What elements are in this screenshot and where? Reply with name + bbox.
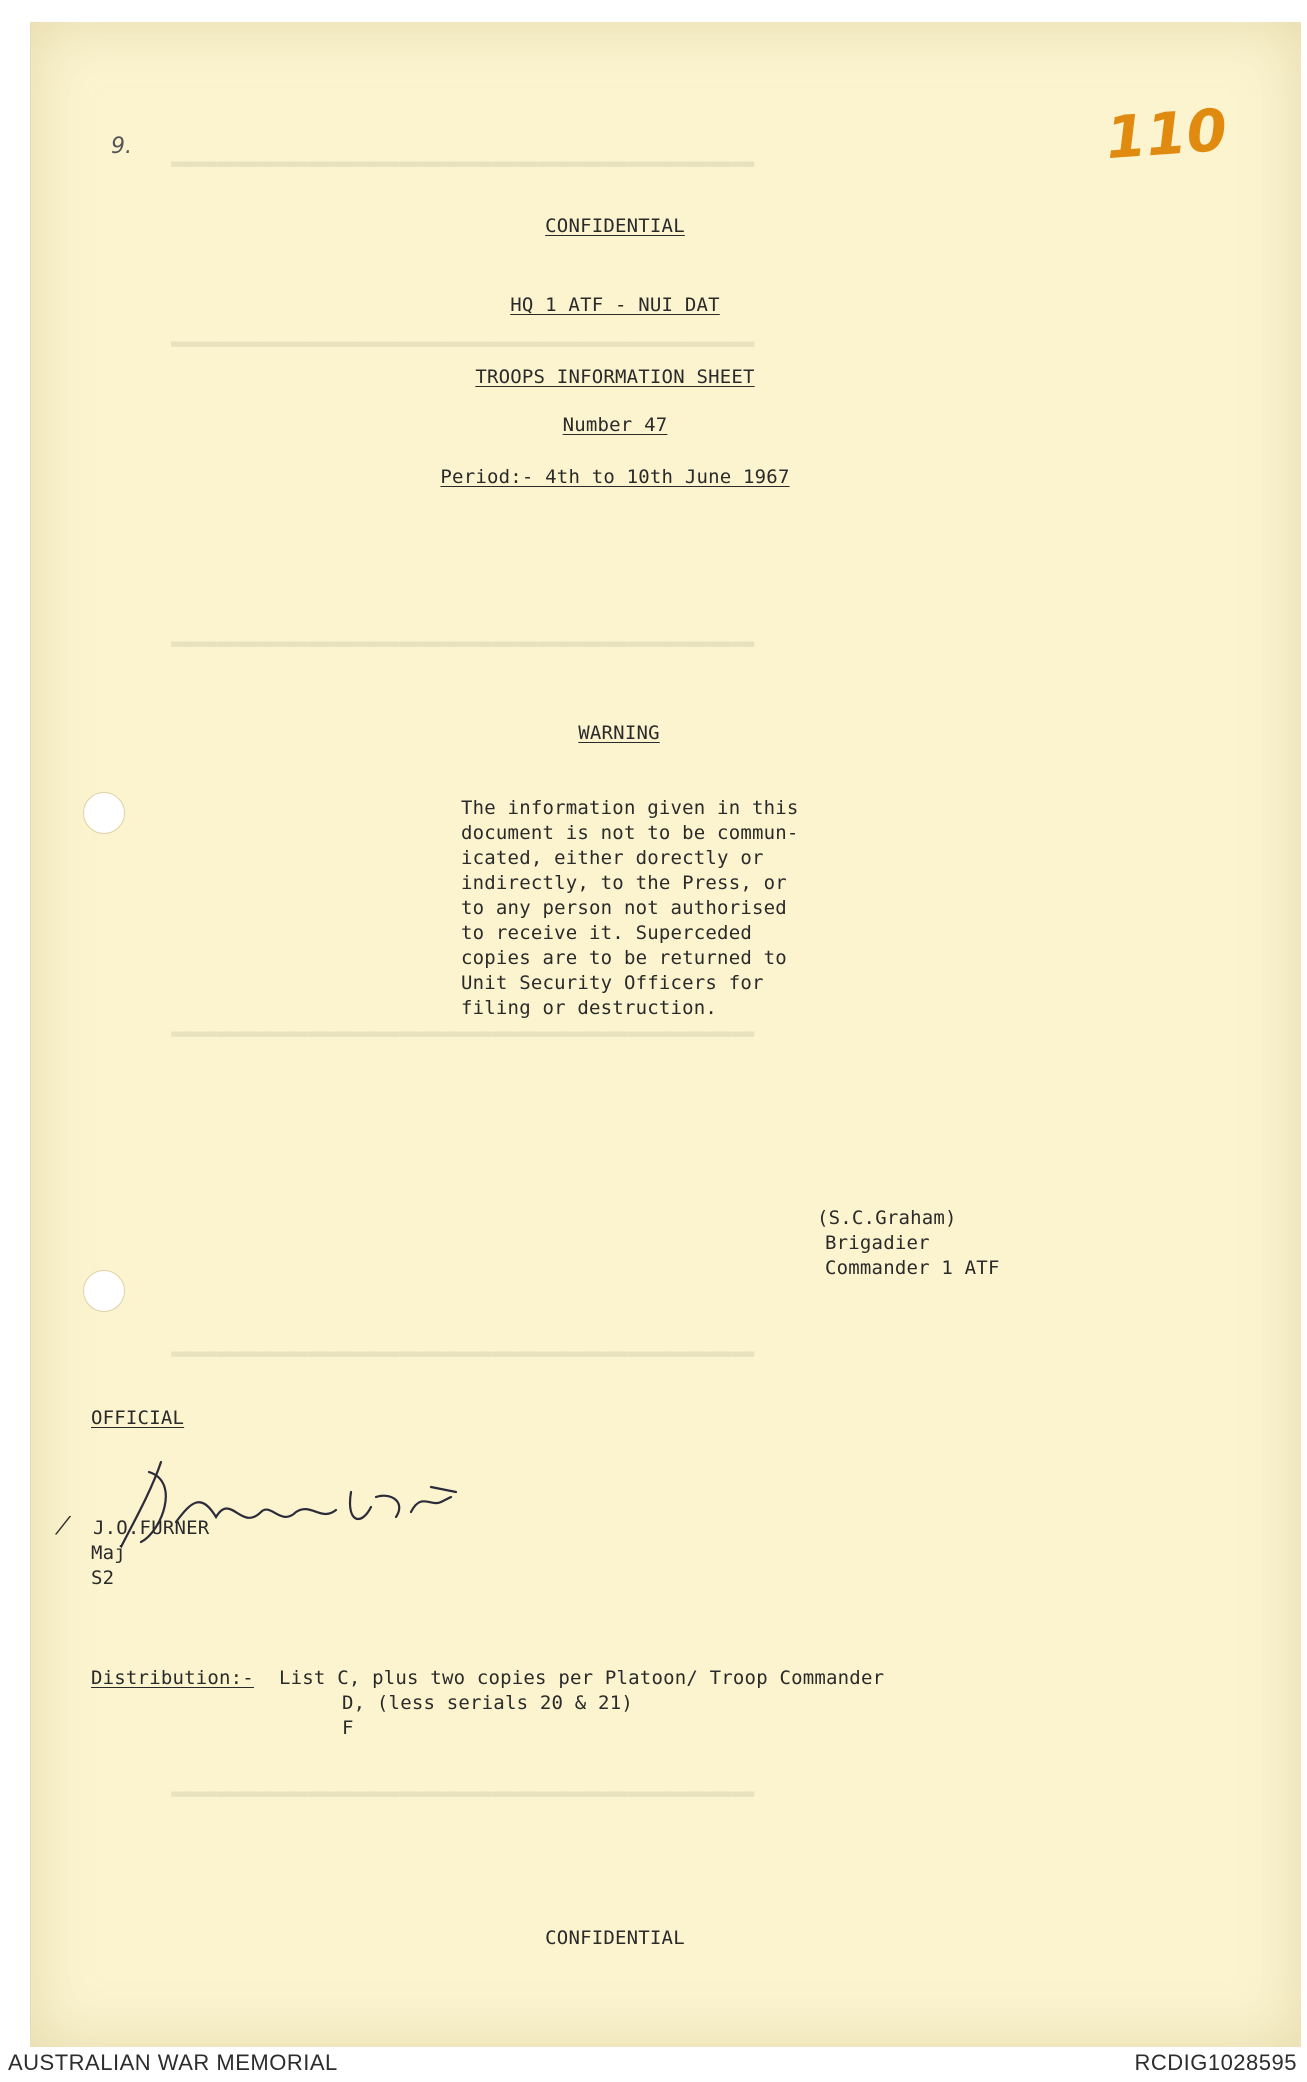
distribution-label: Distribution:- [91, 1667, 254, 1689]
distribution-line: F [342, 1717, 354, 1739]
official-label: OFFICIAL [91, 1407, 185, 1429]
sheet-period: Period:- 4th to 10th June 1967 [440, 466, 790, 488]
warning-line: icated, either dorectly or [461, 847, 764, 869]
archive-reference: RCDIG1028595 [1134, 2050, 1297, 2075]
document-page: ▬▬▬▬▬▬▬▬▬▬▬▬▬▬▬▬▬▬▬▬▬▬▬▬▬▬▬▬▬▬▬▬▬▬▬▬▬▬▬▬▬▬▬▬▬▬▬▬▬▬▬ ▬▬▬▬▬▬▬▬▬▬▬▬▬▬▬▬▬▬▬▬▬▬▬▬▬▬▬▬▬▬▬▬▬▬▬▬▬▬▬▬▬▬▬▬▬▬▬▬▬▬▬ ▬▬▬▬▬▬▬▬▬▬▬▬▬▬▬▬▬▬▬▬▬▬▬▬▬▬▬▬▬▬▬▬▬▬▬▬▬▬▬▬▬▬▬▬▬▬▬▬▬▬▬ ▬▬▬▬▬▬▬▬▬▬▬▬▬▬▬▬▬▬▬▬▬▬▬▬▬▬▬▬▬▬▬▬▬▬▬▬▬▬▬▬▬▬▬▬▬▬▬▬▬▬▬ ▬▬▬▬▬▬▬▬▬▬▬▬▬▬▬▬▬▬▬▬▬▬▬▬▬▬▬▬▬▬▬▬▬▬▬▬▬▬▬▬▬▬▬▬▬▬▬▬▬▬▬ ▬▬▬▬▬▬▬▬▬▬▬▬▬▬▬▬▬▬▬▬▬▬▬▬▬▬▬▬▬▬▬▬▬▬▬▬▬▬▬▬▬▬▬▬▬▬▬▬▬▬▬ 110 9. CONFIDENTIAL HQ 1 ATF - NUI DAT TROOPS INFORMATION SHEET Number 47 Period:- 4th to 10th June 1967 WARNING The information given in this document is not to be commun- icated, either dorectly or indirectly, to the Press, or to any person not authorised to receive it. Superceded copies are to be returned to Unit Security Officers for filing or destruction. (S.C.Graham) Brigadier Commander 1 ATF OFFICIAL ⁄‌ J.O.FURNER Maj S2 Distribution:- List C, plus two copies per Platoon/ Troop Commander D, (less serials 20 & 21) F CONFIDENTIAL [30, 22, 1301, 2047]
warning-line: document is not to be commun- [461, 822, 799, 844]
corner-pencil-mark: 9. [111, 134, 132, 159]
distribution-line: List C, plus two copies per Platoon/ Troop Commander [279, 1667, 885, 1689]
classification-header: CONFIDENTIAL [545, 215, 685, 237]
signatory-name: (S.C.Graham) [817, 1207, 957, 1229]
warning-line: The information given in this [461, 797, 799, 819]
archive-institution: AUSTRALIAN WAR MEMORIAL [8, 2050, 338, 2075]
unit-heading: HQ 1 ATF - NUI DAT [510, 294, 720, 316]
initials-mark: ⁄‌ [61, 1512, 66, 1540]
warning-line: copies are to be returned to [461, 947, 787, 969]
warning-line: to any person not authorised [461, 897, 787, 919]
warning-line: indirectly, to the Press, or [461, 872, 787, 894]
signatory-rank: Brigadier [825, 1232, 930, 1254]
classification-footer: CONFIDENTIAL [545, 1927, 685, 1949]
sheet-title: TROOPS INFORMATION SHEET [475, 366, 755, 388]
signatory-appointment: Commander 1 ATF [825, 1257, 1000, 1279]
handwritten-signature [121, 1432, 541, 1562]
warning-line: to receive it. Superceded [461, 922, 752, 944]
folio-number: 110 [1103, 95, 1230, 173]
distribution-line: D, (less serials 20 & 21) [342, 1692, 633, 1714]
sheet-number: Number 47 [562, 414, 668, 436]
punch-hole-top [83, 792, 125, 834]
punch-hole-bottom [83, 1270, 125, 1312]
official-rank: Maj [91, 1542, 126, 1564]
official-appointment: S2 [91, 1567, 115, 1589]
warning-line: Unit Security Officers for [461, 972, 764, 994]
official-name: J.O.FURNER [93, 1517, 210, 1539]
warning-line: filing or destruction. [461, 997, 718, 1019]
warning-heading: WARNING [578, 722, 660, 744]
